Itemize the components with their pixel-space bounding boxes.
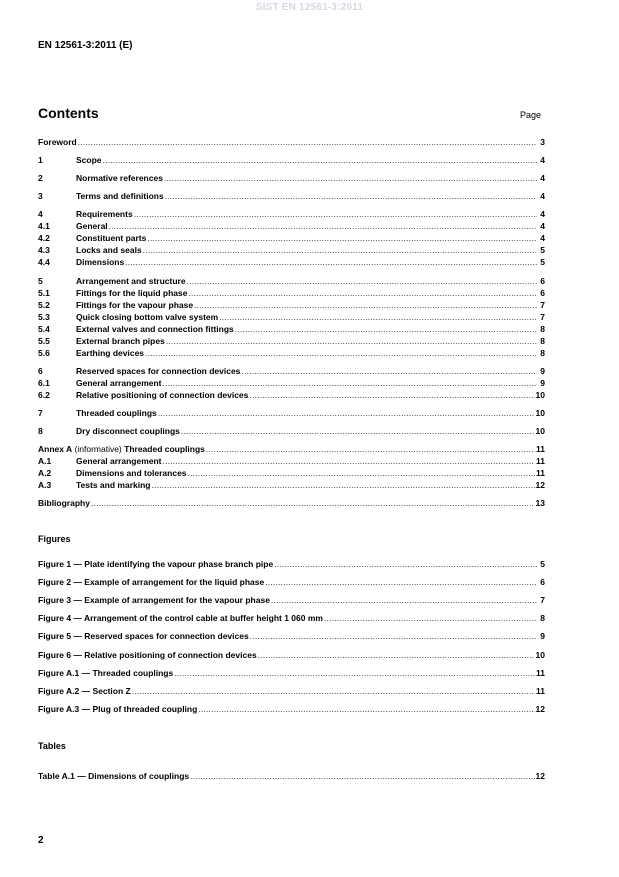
document-id: EN 12561-3:2011 (E) bbox=[38, 40, 133, 51]
figure-entry-title: Figure 2 — Example of arrangement for the liquid phase bbox=[38, 577, 265, 587]
figure-entry[interactable] bbox=[38, 613, 545, 624]
figure-entry-page: 6 bbox=[540, 577, 545, 587]
toc-entry-number: A.2 bbox=[38, 468, 52, 478]
toc-entry-page: 12 bbox=[535, 480, 545, 490]
toc-entry[interactable] bbox=[38, 137, 545, 148]
toc-entry-title: Normative references bbox=[76, 173, 163, 183]
toc-entry-number: 4.3 bbox=[38, 245, 50, 255]
toc-entry[interactable] bbox=[38, 468, 545, 479]
toc-entry-title: Requirements bbox=[76, 209, 133, 219]
toc-entry-number: 6.1 bbox=[38, 378, 50, 388]
toc-entry-title: General bbox=[76, 221, 108, 231]
toc-entry-page: 9 bbox=[540, 378, 545, 388]
toc-entry-title: Scope bbox=[76, 155, 102, 165]
toc-entry[interactable] bbox=[38, 408, 545, 419]
contents-title: Contents bbox=[38, 105, 99, 121]
toc-entry[interactable] bbox=[38, 378, 545, 389]
toc-entry-number: 4.1 bbox=[38, 221, 50, 231]
toc-entry-page: 10 bbox=[535, 390, 545, 400]
toc-entry[interactable] bbox=[38, 324, 545, 335]
toc-entry-page: 8 bbox=[540, 336, 545, 346]
tables-heading: Tables bbox=[38, 741, 66, 751]
toc-entry-number: 6.2 bbox=[38, 390, 50, 400]
toc-entry[interactable] bbox=[38, 221, 545, 232]
table-entry-title: Table A.1 — Dimensions of couplings bbox=[38, 771, 190, 781]
table-entry[interactable] bbox=[38, 771, 545, 782]
toc-entry-page: 4 bbox=[540, 191, 545, 201]
toc-entry-title: Dry disconnect couplings bbox=[76, 426, 180, 436]
toc-entry[interactable] bbox=[38, 288, 545, 299]
figure-entry[interactable] bbox=[38, 668, 545, 679]
toc-entry-page: 11 bbox=[536, 456, 545, 466]
toc-entry[interactable] bbox=[38, 456, 545, 467]
toc-entry-title: External branch pipes bbox=[76, 336, 165, 346]
toc-entry-title: Fittings for the liquid phase bbox=[76, 288, 188, 298]
toc-entry-page: 3 bbox=[540, 137, 545, 147]
figure-entry[interactable] bbox=[38, 577, 545, 588]
toc-entry-title: Dimensions and tolerances bbox=[76, 468, 187, 478]
toc-entry[interactable] bbox=[38, 155, 545, 166]
toc-entry[interactable] bbox=[38, 191, 545, 202]
toc-entry-title: Threaded couplings bbox=[124, 444, 205, 454]
toc-entry-page: 5 bbox=[540, 257, 545, 267]
toc-entry[interactable] bbox=[38, 300, 545, 311]
toc-entry[interactable] bbox=[38, 233, 545, 244]
figure-entry-title: Figure A.3 — Plug of threaded coupling bbox=[38, 704, 198, 714]
toc-entry-number: 6 bbox=[38, 366, 43, 376]
toc-entry-title: Reserved spaces for connection devices bbox=[76, 366, 241, 376]
figure-entry-title: Figure 5 — Reserved spaces for connection devices bbox=[38, 631, 249, 641]
toc-entry-title: Bibliography bbox=[38, 498, 90, 508]
figure-entry[interactable] bbox=[38, 704, 545, 715]
toc-entry-number: 5.4 bbox=[38, 324, 50, 334]
toc-entry[interactable] bbox=[38, 173, 545, 184]
toc-entry-page: 11 bbox=[536, 468, 545, 478]
toc-entry-title: Quick closing bottom valve system bbox=[76, 312, 219, 322]
figure-entry-page: 9 bbox=[540, 631, 545, 641]
toc-entry-number: 5.2 bbox=[38, 300, 50, 310]
toc-entry[interactable] bbox=[38, 336, 545, 347]
toc-entry-number: 4 bbox=[38, 209, 43, 219]
figure-entry-page: 8 bbox=[540, 613, 545, 623]
toc-entry-number: 5.5 bbox=[38, 336, 50, 346]
toc-entry-title: Relative positioning of connection devices bbox=[76, 390, 249, 400]
toc-entry-number: 2 bbox=[38, 173, 43, 183]
annex-informative: (informative) bbox=[72, 444, 125, 454]
toc-entry-number: 5.3 bbox=[38, 312, 50, 322]
figure-entry-title: Figure 3 — Example of arrangement for the vapour phase bbox=[38, 595, 270, 605]
toc-entry-number: 5.6 bbox=[38, 348, 50, 358]
toc-entry-number: 3 bbox=[38, 191, 43, 201]
figure-entry-page: 10 bbox=[535, 650, 545, 660]
figure-entry-title: Figure 6 — Relative positioning of connection devices bbox=[38, 650, 257, 660]
toc-entry-page: 13 bbox=[535, 498, 545, 508]
toc-entry[interactable] bbox=[38, 245, 545, 256]
toc-entry[interactable] bbox=[38, 257, 545, 268]
toc-entry-page: 6 bbox=[540, 276, 545, 286]
toc-entry[interactable] bbox=[38, 498, 545, 509]
figure-entry-page: 11 bbox=[536, 686, 545, 696]
toc-entry-number: 5 bbox=[38, 276, 43, 286]
figure-entry-title: Figure A.1 — Threaded couplings bbox=[38, 668, 174, 678]
toc-entry-page: 4 bbox=[540, 209, 545, 219]
toc-entry-title: Constituent parts bbox=[76, 233, 147, 243]
figure-entry[interactable] bbox=[38, 595, 545, 606]
figures-heading: Figures bbox=[38, 534, 71, 544]
toc-entry-number: A.3 bbox=[38, 480, 52, 490]
toc-entry-page: 7 bbox=[540, 312, 545, 322]
toc-entry-annex[interactable] bbox=[38, 444, 545, 455]
toc-entry-title: Tests and marking bbox=[76, 480, 151, 490]
page-column-label: Page bbox=[520, 110, 542, 120]
toc-entry-number: 8 bbox=[38, 426, 43, 436]
figure-entry[interactable] bbox=[38, 686, 545, 697]
figure-entry-title: Figure 1 — Plate identifying the vapour phase branch pipe bbox=[38, 559, 274, 569]
toc-entry[interactable] bbox=[38, 348, 545, 359]
toc-entry-title: Fittings for the vapour phase bbox=[76, 300, 194, 310]
toc-entry[interactable] bbox=[38, 209, 545, 220]
toc-entry-page: 4 bbox=[540, 155, 545, 165]
figure-entry[interactable] bbox=[38, 559, 545, 570]
toc-entry-title: Foreword bbox=[38, 137, 77, 147]
page-number: 2 bbox=[38, 835, 44, 846]
toc-entry-number: 5.1 bbox=[38, 288, 50, 298]
toc-entry-title: Dimensions bbox=[76, 257, 125, 267]
toc-entry-title: General arrangement bbox=[76, 378, 162, 388]
figure-entry-page: 11 bbox=[536, 668, 545, 678]
toc-entry-page: 9 bbox=[540, 366, 545, 376]
toc-entry-number: 7 bbox=[38, 408, 43, 418]
toc-entry[interactable] bbox=[38, 426, 545, 437]
toc-entry-title: Earthing devices bbox=[76, 348, 145, 358]
figure-entry[interactable] bbox=[38, 650, 545, 661]
toc-entry-title: General arrangement bbox=[76, 456, 162, 466]
toc-entry-title: External valves and connection fittings bbox=[76, 324, 234, 334]
figure-entry-page: 12 bbox=[535, 704, 545, 714]
toc-entry[interactable] bbox=[38, 390, 545, 401]
figure-entry-page: 7 bbox=[540, 595, 545, 605]
toc-entry-page: 6 bbox=[540, 288, 545, 298]
toc-entry[interactable] bbox=[38, 312, 545, 323]
toc-entry[interactable] bbox=[38, 366, 545, 377]
toc-entry-number: A.1 bbox=[38, 456, 52, 466]
figure-entry-page: 5 bbox=[540, 559, 545, 569]
toc-entry-number: 4.4 bbox=[38, 257, 50, 267]
toc-entry-number: 1 bbox=[38, 155, 43, 165]
toc-entry-page: 8 bbox=[540, 348, 545, 358]
figure-entry[interactable] bbox=[38, 631, 545, 642]
watermark: SIST EN 12561-3:2011 bbox=[255, 2, 364, 13]
toc-entry-page: 10 bbox=[535, 426, 545, 436]
toc-entry-page: 4 bbox=[540, 173, 545, 183]
toc-entry-page: 8 bbox=[540, 324, 545, 334]
toc-entry-number: 4.2 bbox=[38, 233, 50, 243]
toc-entry-title: Locks and seals bbox=[76, 245, 142, 255]
toc-entry-title: Threaded couplings bbox=[76, 408, 157, 418]
toc-entry-page: 7 bbox=[540, 300, 545, 310]
toc-entry-page: 5 bbox=[540, 245, 545, 255]
figure-entry-title: Figure A.2 — Section Z bbox=[38, 686, 131, 696]
table-entry-page: 12 bbox=[535, 771, 545, 781]
toc-entry[interactable] bbox=[38, 276, 545, 287]
toc-entry-title: Arrangement and structure bbox=[76, 276, 186, 286]
toc-entry-title: Terms and definitions bbox=[76, 191, 164, 201]
toc-entry-page: 4 bbox=[540, 221, 545, 231]
annex-label: Annex A bbox=[38, 444, 73, 454]
toc-entry-page: 11 bbox=[536, 444, 545, 454]
toc-entry-page: 4 bbox=[540, 233, 545, 243]
toc-entry-page: 10 bbox=[535, 408, 545, 418]
toc-entry[interactable] bbox=[38, 480, 545, 491]
figure-entry-title: Figure 4 — Arrangement of the control cable at buffer height 1 060 mm bbox=[38, 613, 323, 623]
